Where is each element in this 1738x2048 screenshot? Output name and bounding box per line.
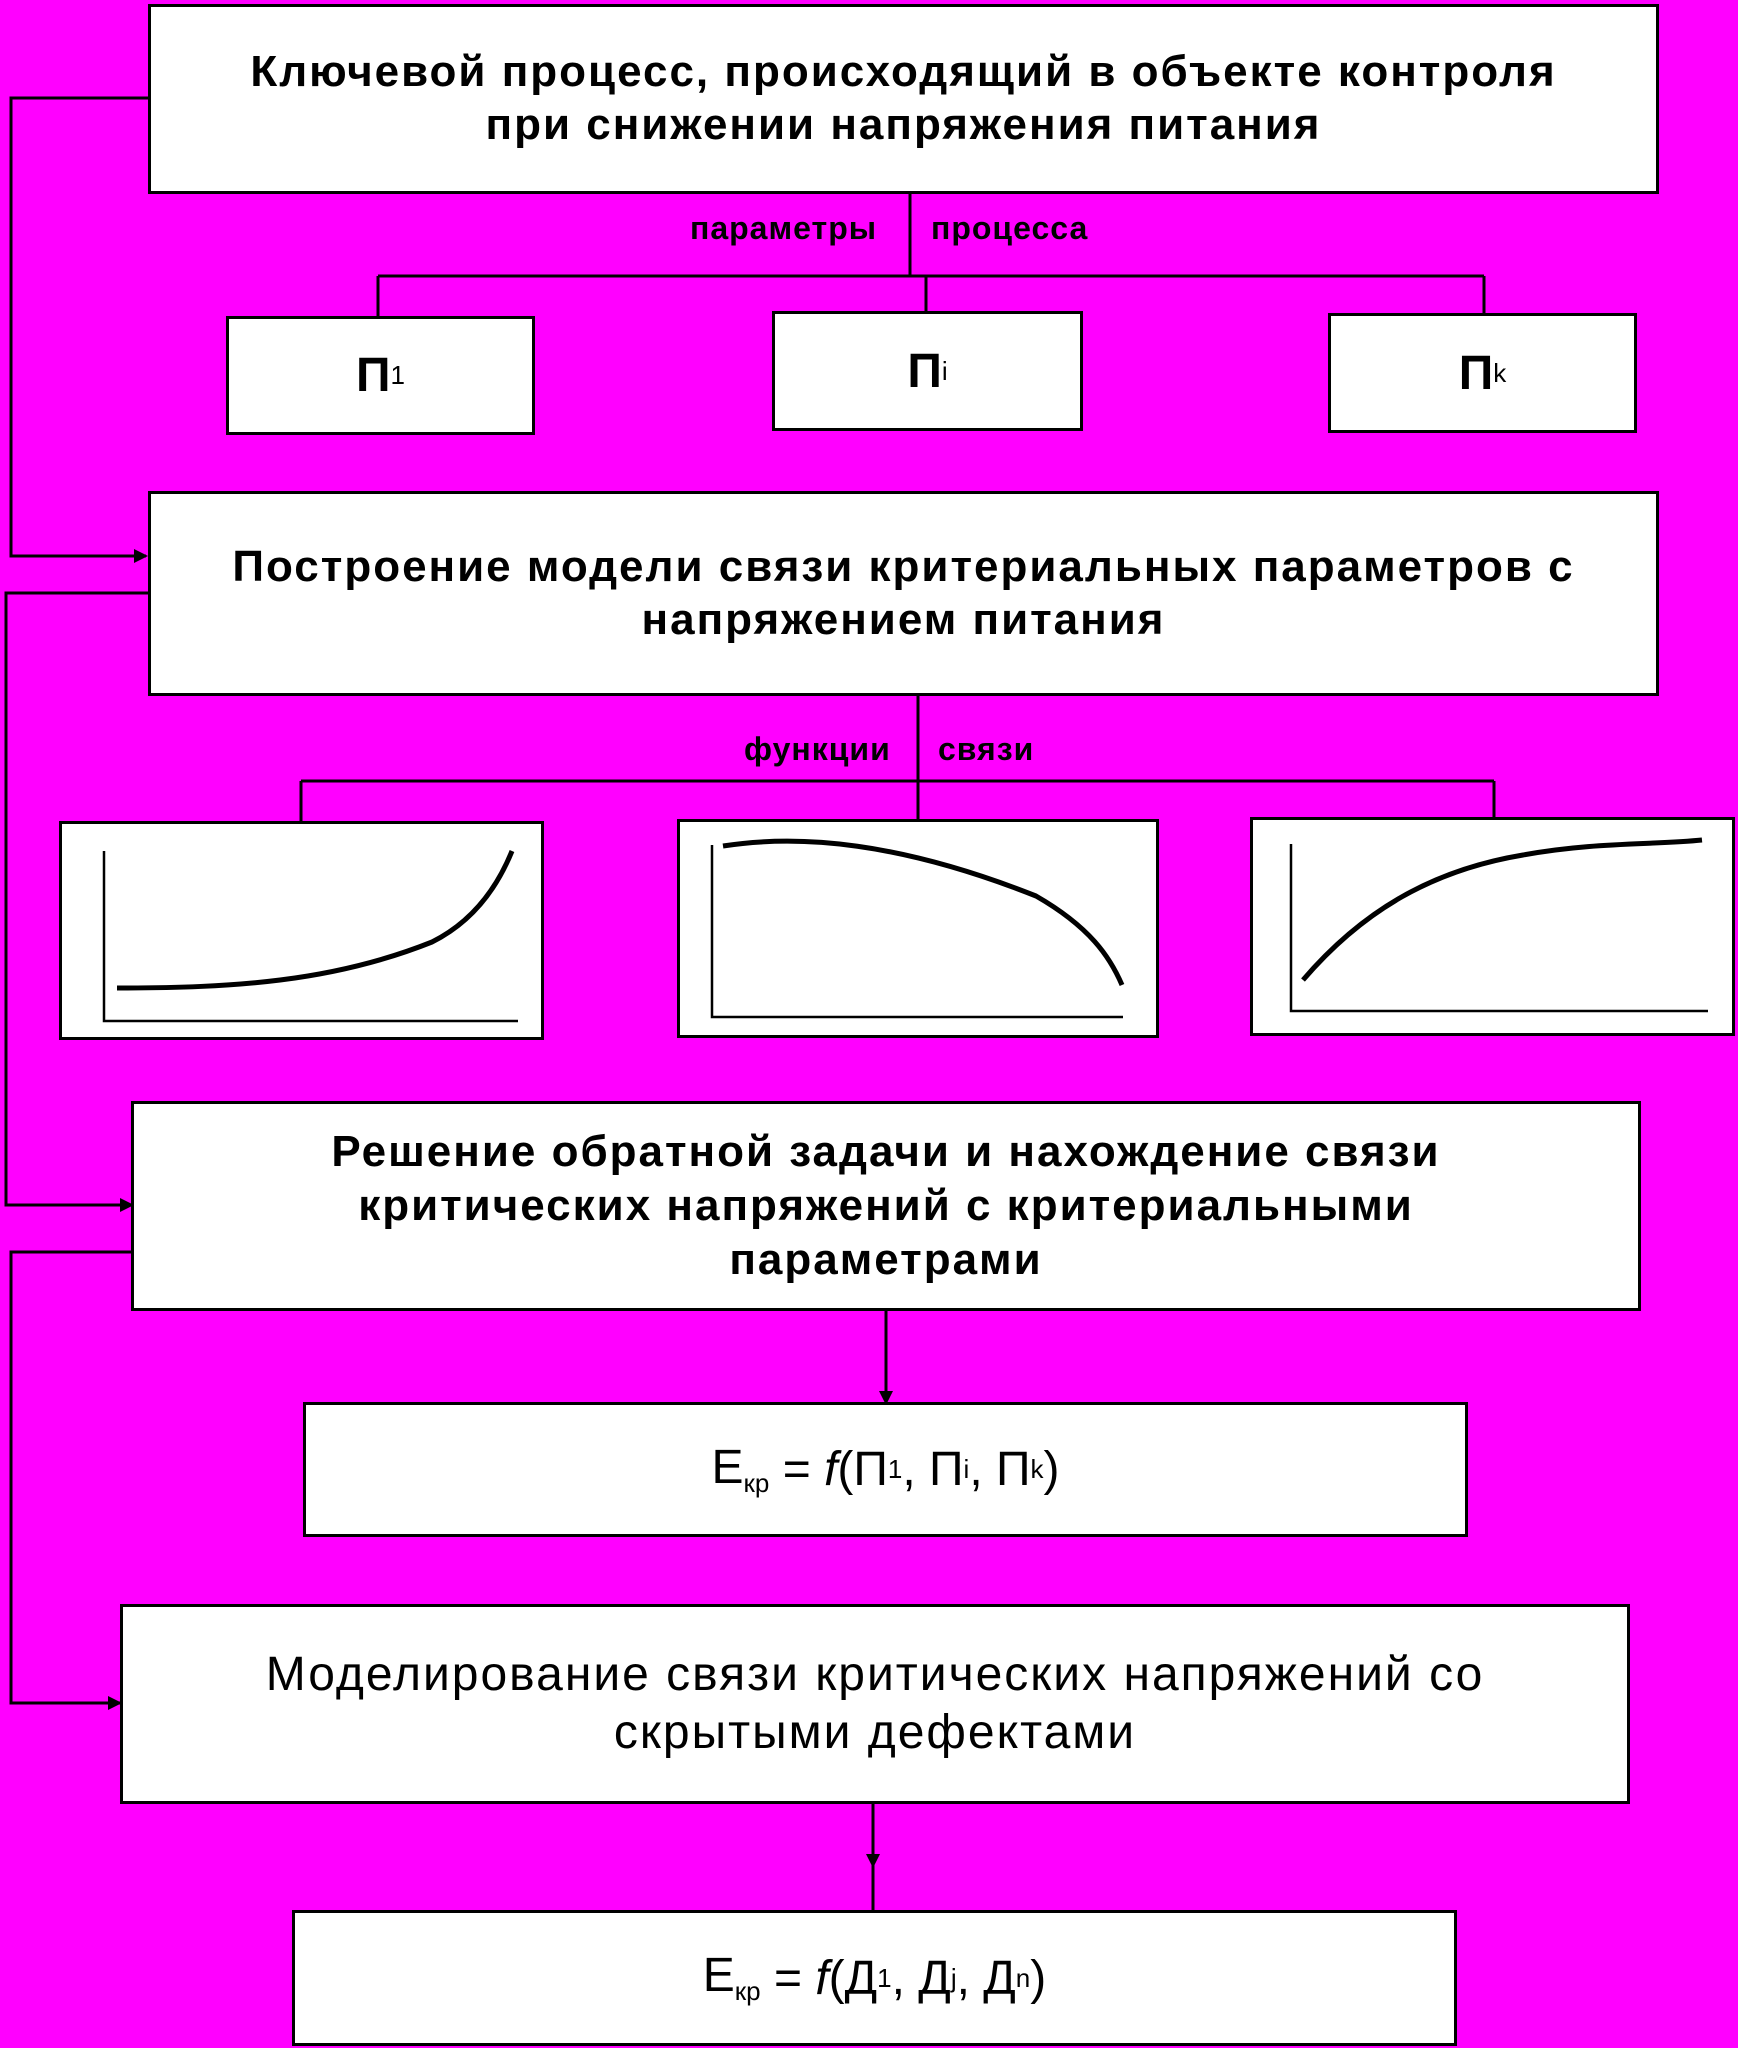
parameter-subscript: i [941, 355, 948, 386]
inverse-problem-box [131, 1101, 1641, 1311]
parameter-symbol: П [1458, 346, 1494, 400]
formula-fn: f [815, 1951, 829, 2005]
key-process-text: Ключевой процесс, происходящий в объекте контроля при снижении напряжения питания [250, 47, 1557, 149]
parameter-symbol: П [356, 349, 391, 402]
parameter-subscript: k [1493, 357, 1507, 388]
label-parameters: параметры [690, 210, 878, 246]
function-graph-3 [1250, 817, 1735, 1036]
defect-modeling-text: Моделирование связи критических напряжений со скрытыми дефектами [265, 1648, 1485, 1759]
graph-curve [117, 851, 512, 988]
label-functions: функции [744, 731, 891, 767]
parameter-box-1 [226, 316, 535, 435]
parameter-subscript: 1 [390, 360, 405, 390]
formula-fn: f [824, 1443, 838, 1496]
graph-axes [104, 851, 518, 1021]
graph-axes [712, 845, 1123, 1017]
model-building-box [148, 491, 1659, 696]
formula-critical-voltage-parameters: $Е_{кр}$ = f ( П 1 , П i , П k ) [303, 1402, 1468, 1537]
formula-eq: = [760, 1951, 816, 2005]
parameter-box-k [1328, 313, 1637, 433]
formula-critical-voltage-defects: $Е_{кр}$ = f ( Д 1 , Д j , Д n ) [292, 1910, 1457, 2046]
inverse-problem-text: Решение обратной задачи и нахождение связи критических напряжений с критериальными параметрами [331, 1127, 1441, 1284]
graph-curve [723, 841, 1122, 985]
label-process: процесса [931, 210, 1089, 246]
parameter-box-i [772, 311, 1083, 431]
label-connection: связи [938, 731, 1035, 767]
parameter-symbol: П [907, 344, 942, 398]
formula-eq: = [769, 1443, 825, 1496]
defect-modeling-box [120, 1604, 1630, 1804]
function-graph-1 [59, 821, 544, 1040]
graph-curve [1303, 840, 1702, 980]
formula-lhs: $Е_{кр}$ [702, 1949, 761, 2007]
formula-lhs: $Е_{кр}$ [711, 1440, 770, 1499]
function-graph-2 [677, 819, 1159, 1038]
key-process-box [148, 4, 1659, 194]
model-building-text: Построение модели связи критериальных параметров с напряжением питания [232, 541, 1575, 644]
